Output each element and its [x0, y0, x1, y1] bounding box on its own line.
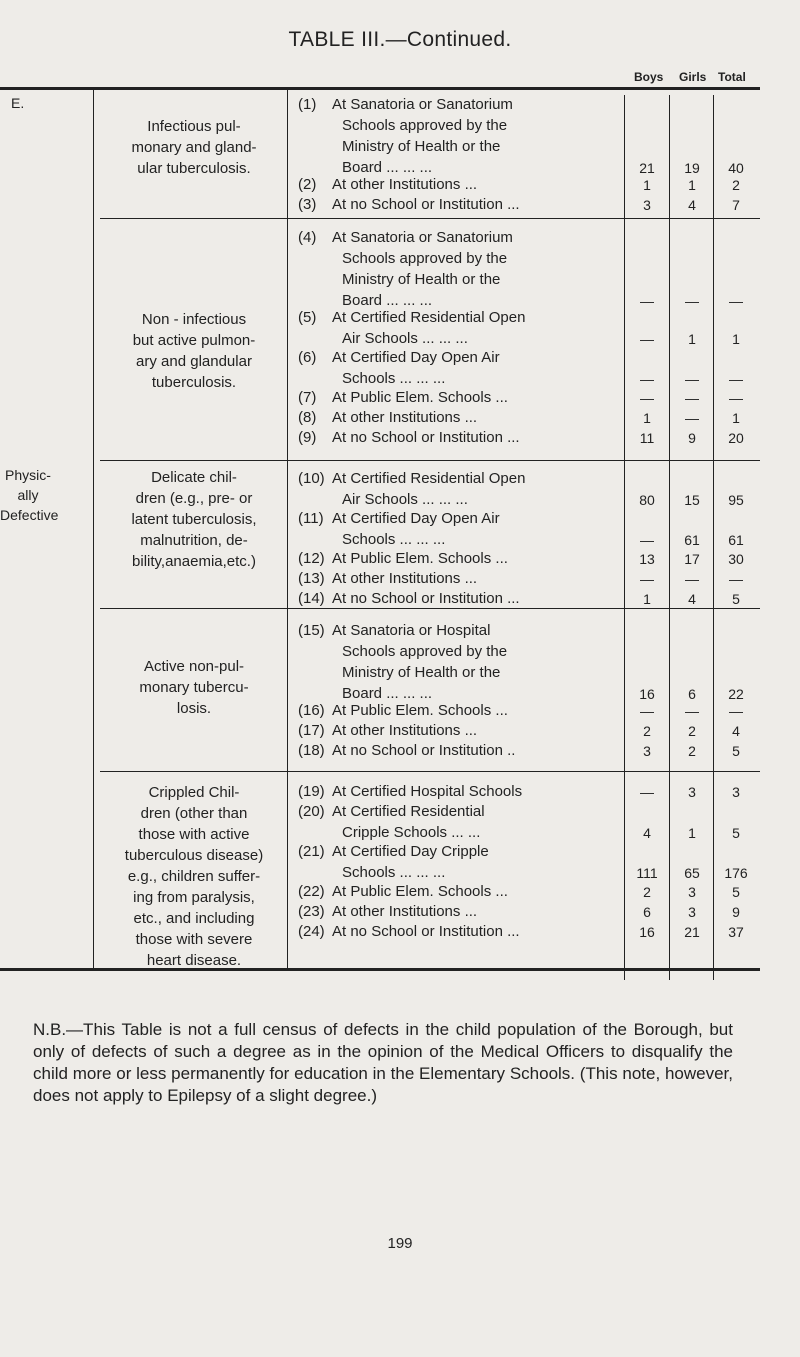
category-line: ular tuberculosis. — [137, 160, 251, 177]
table-row — [298, 700, 628, 721]
row-label-continuation: Schools ... ... ... — [342, 864, 446, 881]
cell-total: — — [729, 390, 743, 406]
row-text: At other Institutions ... — [332, 570, 478, 587]
group-separator-4 — [100, 771, 760, 772]
row-label — [298, 387, 628, 408]
row-number: (4) — [298, 229, 317, 246]
table-row — [298, 194, 628, 215]
category-line: tuberculous disease) — [124, 847, 264, 864]
row-label — [298, 468, 628, 489]
row-number: (14) — [298, 590, 325, 607]
cell-girls: 1 — [688, 331, 696, 347]
row-number: (11) — [298, 510, 324, 527]
cell-total: 5 — [732, 591, 740, 607]
category-line: heart disease. — [146, 952, 242, 969]
cell-girls: 2 — [688, 743, 696, 759]
row-text: At Certified Residential Open — [332, 309, 526, 326]
cell-girls: 3 — [688, 784, 696, 800]
row-label — [298, 174, 628, 195]
table-row — [298, 407, 628, 428]
row-label — [298, 94, 628, 115]
table-row — [298, 508, 628, 550]
row-number: (1) — [298, 96, 317, 113]
row-text: At no School or Institution ... — [332, 429, 520, 446]
cell-total: 9 — [732, 904, 740, 920]
group-separator-2 — [100, 460, 760, 461]
cell-girls: 15 — [684, 492, 700, 508]
category-line: those with active — [138, 826, 250, 843]
cell-boys: — — [640, 371, 654, 387]
cell-total: 5 — [732, 825, 740, 841]
cell-girls: 4 — [688, 591, 696, 607]
cell-total: 2 — [732, 177, 740, 193]
row-label-continuation: Ministry of Health or the — [342, 664, 501, 681]
row-label — [298, 781, 628, 802]
row-label — [298, 740, 628, 761]
category-line: but active pulmon- — [132, 332, 256, 349]
table-row — [298, 740, 628, 761]
row-label — [298, 508, 628, 529]
row-label-continuation: Board ... ... ... — [342, 685, 433, 702]
cell-girls: 2 — [688, 723, 696, 739]
table-row — [298, 588, 628, 609]
page-number: 199 — [387, 1235, 413, 1252]
row-label — [298, 921, 628, 942]
cell-girls: — — [685, 410, 699, 426]
cell-boys: 3 — [643, 743, 651, 759]
row-number: (23) — [298, 903, 325, 920]
table-row — [298, 921, 628, 942]
cell-boys: — — [640, 331, 654, 347]
cell-boys: — — [640, 571, 654, 587]
row-number: (17) — [298, 722, 325, 739]
row-text: At Certified Hospital Schools — [332, 783, 523, 800]
row-number: (18) — [298, 742, 325, 759]
cell-total: — — [729, 293, 743, 309]
col-divider-1 — [93, 90, 94, 968]
category-line: Infectious pul- — [147, 118, 241, 135]
table-row — [298, 801, 628, 843]
row-text: At Sanatoria or Hospital — [332, 622, 491, 639]
cell-total: 7 — [732, 197, 740, 213]
cell-boys: 11 — [639, 430, 655, 446]
row-text: At Certified Day Open Air — [332, 349, 500, 366]
row-label — [298, 620, 628, 641]
category-line: tuberculosis. — [151, 374, 237, 391]
cell-total: 61 — [728, 532, 744, 548]
category-line: Delicate chil- — [151, 469, 237, 486]
row-text: At no School or Institution ... — [332, 590, 520, 607]
row-label-continuation: Schools approved by the — [342, 117, 508, 134]
category-line: ary and glandular — [136, 353, 252, 370]
row-number: (15) — [298, 622, 325, 639]
table-row — [298, 427, 628, 448]
cell-boys: 16 — [639, 924, 655, 940]
cell-boys: — — [640, 293, 654, 309]
cell-boys: 1 — [643, 177, 651, 193]
row-label-continuation: Air Schools ... ... ... — [342, 491, 468, 508]
cell-boys: 13 — [639, 551, 655, 567]
row-text: At Certified Residential — [332, 803, 485, 820]
cell-total: — — [729, 571, 743, 587]
row-label — [298, 720, 628, 741]
header-boys: Boys — [634, 70, 664, 84]
row-number: (19) — [298, 783, 325, 800]
table-row — [298, 620, 628, 704]
cell-girls: — — [685, 293, 699, 309]
row-number: (6) — [298, 349, 317, 366]
row-number: (24) — [298, 923, 325, 940]
cell-boys: 1 — [643, 410, 651, 426]
row-label-continuation: Board ... ... ... — [342, 292, 433, 309]
table-row — [298, 347, 628, 389]
cell-girls: 19 — [684, 160, 700, 176]
cell-girls: 1 — [688, 825, 696, 841]
row-label-continuation: Ministry of Health or the — [342, 138, 501, 155]
row-label-continuation: Cripple Schools ... ... — [342, 824, 481, 841]
table-row — [298, 307, 628, 349]
cell-total: 95 — [728, 492, 744, 508]
cell-girls: 65 — [684, 865, 700, 881]
row-number: (10) — [298, 470, 325, 487]
row-label — [298, 407, 628, 428]
table-row — [298, 174, 628, 195]
cell-boys: — — [640, 532, 654, 548]
row-label-continuation: Board ... ... ... — [342, 159, 433, 176]
row-number: (16) — [298, 702, 325, 719]
category-line: etc., and including — [133, 910, 255, 927]
row-number: (7) — [298, 389, 317, 406]
row-label-continuation: Schools ... ... ... — [342, 531, 446, 548]
category-line: Non - infectious — [141, 311, 247, 328]
table-row — [298, 468, 628, 510]
row-label — [298, 901, 628, 922]
cell-boys: — — [640, 390, 654, 406]
top-rule — [0, 87, 760, 90]
row-label-continuation: Schools ... ... ... — [342, 370, 446, 387]
group-label-line: ally — [17, 487, 39, 503]
table-row — [298, 387, 628, 408]
cell-total: 1 — [732, 331, 740, 347]
row-label-continuation: Ministry of Health or the — [342, 271, 501, 288]
cell-boys: 111 — [636, 865, 658, 881]
cell-girls: 3 — [688, 904, 696, 920]
row-text: At no School or Institution ... — [332, 923, 520, 940]
row-label-continuation: Schools approved by the — [342, 250, 508, 267]
row-label — [298, 841, 628, 862]
category-line: bility,anaemia,etc.) — [132, 553, 256, 570]
table-row — [298, 781, 628, 802]
row-text: At other Institutions ... — [332, 903, 478, 920]
cell-total: 22 — [728, 686, 744, 702]
table-row — [298, 568, 628, 589]
row-label — [298, 427, 628, 448]
row-text: At Sanatoria or Sanatorium — [332, 96, 513, 113]
category-non-infectious — [100, 309, 288, 393]
cell-boys: 6 — [643, 904, 651, 920]
row-label — [298, 194, 628, 215]
category-line: Active non-pul- — [143, 658, 245, 675]
category-delicate-children — [100, 467, 288, 572]
cell-boys: 4 — [643, 825, 651, 841]
cell-girls: — — [685, 371, 699, 387]
cell-girls: — — [685, 703, 699, 719]
row-text: At other Institutions ... — [332, 722, 478, 739]
cell-girls: 3 — [688, 884, 696, 900]
row-number: (3) — [298, 196, 317, 213]
cell-girls: 1 — [688, 177, 696, 193]
category-line: latent tuberculosis, — [131, 511, 257, 528]
category-line: dren (e.g., pre- or — [135, 490, 253, 507]
category-line: Crippled Chil- — [148, 784, 240, 801]
row-label-continuation: Air Schools ... ... ... — [342, 330, 468, 347]
row-text: At Sanatoria or Sanatorium — [332, 229, 513, 246]
cell-total: 3 — [732, 784, 740, 800]
cell-total: 176 — [724, 865, 748, 881]
row-text: At Certified Residential Open — [332, 470, 526, 487]
category-crippled-children — [100, 782, 288, 971]
row-text: At Public Elem. Schools ... — [332, 389, 508, 406]
category-line: monary tubercu- — [139, 679, 249, 696]
row-label — [298, 347, 628, 368]
row-number: (9) — [298, 429, 317, 446]
cell-girls: — — [685, 390, 699, 406]
group-separator-1 — [100, 218, 760, 219]
row-number: (13) — [298, 570, 325, 587]
cell-girls: — — [685, 571, 699, 587]
table-row — [298, 720, 628, 741]
cell-total: 5 — [732, 743, 740, 759]
category-line: monary and gland- — [131, 139, 257, 156]
table-row — [298, 227, 628, 311]
row-text: At Certified Day Open Air — [332, 510, 500, 527]
table-row — [298, 94, 628, 178]
cell-girls: 9 — [688, 430, 696, 446]
row-text: At Public Elem. Schools ... — [332, 702, 508, 719]
cell-total: — — [729, 703, 743, 719]
row-label — [298, 568, 628, 589]
footnote: N.B.—This Table is not a full census of defects in the child population of the Borough, but only of defects of such a degree as in the opinion of the Medical Officers to disqualify the child more or less permanently for education in the Elementary Schools. (This note, however, does not apply to Epilepsy of a slight degree.) — [33, 1020, 733, 1105]
row-text: At other Institutions ... — [332, 409, 478, 426]
category-line: ing from paralysis, — [133, 889, 255, 906]
cell-total: 20 — [728, 430, 744, 446]
cell-boys: — — [640, 703, 654, 719]
cell-total: 1 — [732, 410, 740, 426]
cell-girls: 4 — [688, 197, 696, 213]
row-number: (5) — [298, 309, 317, 326]
group-label-line: Defective — [0, 507, 59, 523]
cell-total: 5 — [732, 884, 740, 900]
category-line: those with severe — [135, 931, 253, 948]
category-line: dren (other than — [140, 805, 248, 822]
row-text: At Certified Day Cripple — [332, 843, 489, 860]
row-number: (22) — [298, 883, 325, 900]
row-label — [298, 801, 628, 822]
table-title: TABLE III.—Continued. — [288, 28, 512, 51]
row-text: At Public Elem. Schools ... — [332, 550, 508, 567]
category-line: e.g., children suffer- — [127, 868, 261, 885]
row-label — [298, 700, 628, 721]
row-number: (21) — [298, 843, 325, 860]
table-row — [298, 881, 628, 902]
row-text: At no School or Institution ... — [332, 196, 520, 213]
cell-total: 30 — [728, 551, 744, 567]
row-number: (12) — [298, 550, 325, 567]
cell-girls: 6 — [688, 686, 696, 702]
cell-boys: 2 — [643, 884, 651, 900]
row-label — [298, 548, 628, 569]
group-label — [0, 465, 59, 525]
cell-total: — — [729, 371, 743, 387]
category-line: malnutrition, de- — [140, 532, 248, 549]
row-label — [298, 307, 628, 328]
cell-girls: 21 — [684, 924, 700, 940]
row-number: (8) — [298, 409, 317, 426]
row-label — [298, 881, 628, 902]
row-label-continuation: Schools approved by the — [342, 643, 508, 660]
cell-boys: 3 — [643, 197, 651, 213]
cell-boys: 16 — [639, 686, 655, 702]
cell-boys: 21 — [639, 160, 655, 176]
row-text: At no School or Institution .. — [332, 742, 516, 759]
category-active-non-pulmonary — [100, 656, 288, 719]
cell-boys: — — [640, 784, 654, 800]
category-line: losis. — [176, 700, 212, 717]
cell-girls: 17 — [684, 551, 700, 567]
cell-boys: 80 — [639, 492, 655, 508]
header-total: Total — [718, 70, 746, 84]
row-text: At Public Elem. Schools ... — [332, 883, 508, 900]
row-number: (2) — [298, 176, 317, 193]
row-text: At other Institutions ... — [332, 176, 478, 193]
header-girls: Girls — [679, 70, 707, 84]
category-infectious — [100, 116, 288, 179]
cell-boys: 2 — [643, 723, 651, 739]
table-row — [298, 548, 628, 569]
cell-total: 40 — [728, 160, 744, 176]
section-label: E. — [11, 95, 25, 111]
cell-total: 4 — [732, 723, 740, 739]
row-label — [298, 588, 628, 609]
row-label — [298, 227, 628, 248]
row-number: (20) — [298, 803, 325, 820]
table-row — [298, 901, 628, 922]
cell-girls: 61 — [684, 532, 700, 548]
table-row — [298, 841, 628, 883]
group-label-line: Physic- — [5, 467, 51, 483]
cell-boys: 1 — [643, 591, 651, 607]
cell-total: 37 — [728, 924, 744, 940]
